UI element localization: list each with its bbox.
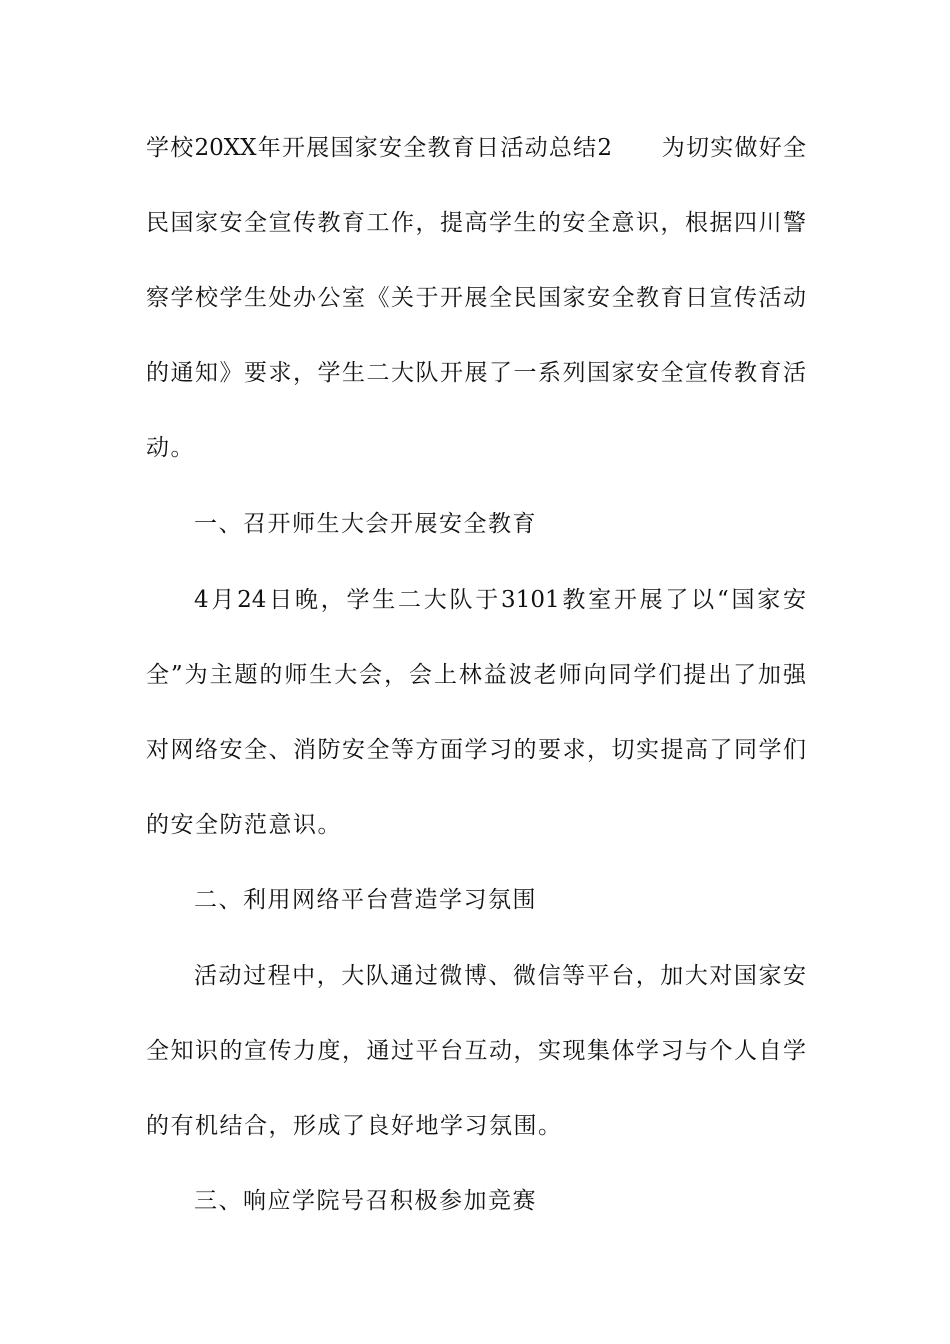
paragraph-line-5: 动。 [146,435,195,461]
paragraph-line-10: 活动过程中，大队通过微博、微信等平台，加大对国家安 [194,963,806,989]
paragraph-line-12: 的有机结合，形成了良好地学习氛围。 [146,1113,563,1139]
paragraph-line-3: 察学校学生处办公室《关于开展全民国家安全教育日宣传活动 [146,285,806,311]
paragraph-line-1: 学校20XX年开展国家安全教育日活动总结2 为切实做好全 [146,135,806,161]
paragraph-line-11: 全知识的宣传力度，通过平台互动，实现集体学习与个人自学 [146,1038,806,1064]
paragraph-line-4: 的通知》要求，学生二大队开展了一系列国家安全宣传教育活 [146,360,806,386]
section-heading-3: 三、响应学院号召积极参加竞赛 [194,1188,537,1214]
section-heading-1: 一、召开师生大会开展安全教育 [194,511,537,537]
paragraph-line-2: 民国家安全宣传教育工作，提高学生的安全意识，根据四川警 [146,210,806,236]
paragraph-line-9: 的安全防范意识。 [146,812,342,838]
section-heading-2: 二、利用网络平台营造学习氛围 [194,887,537,913]
paragraph-line-6: 4月24日晚，学生二大队于3101教室开展了以“国家安 [194,587,806,613]
paragraph-line-7: 全”为主题的师生大会，会上林益波老师向同学们提出了加强 [146,662,806,688]
paragraph-line-8: 对网络安全、消防安全等方面学习的要求，切实提高了同学们 [146,737,806,763]
